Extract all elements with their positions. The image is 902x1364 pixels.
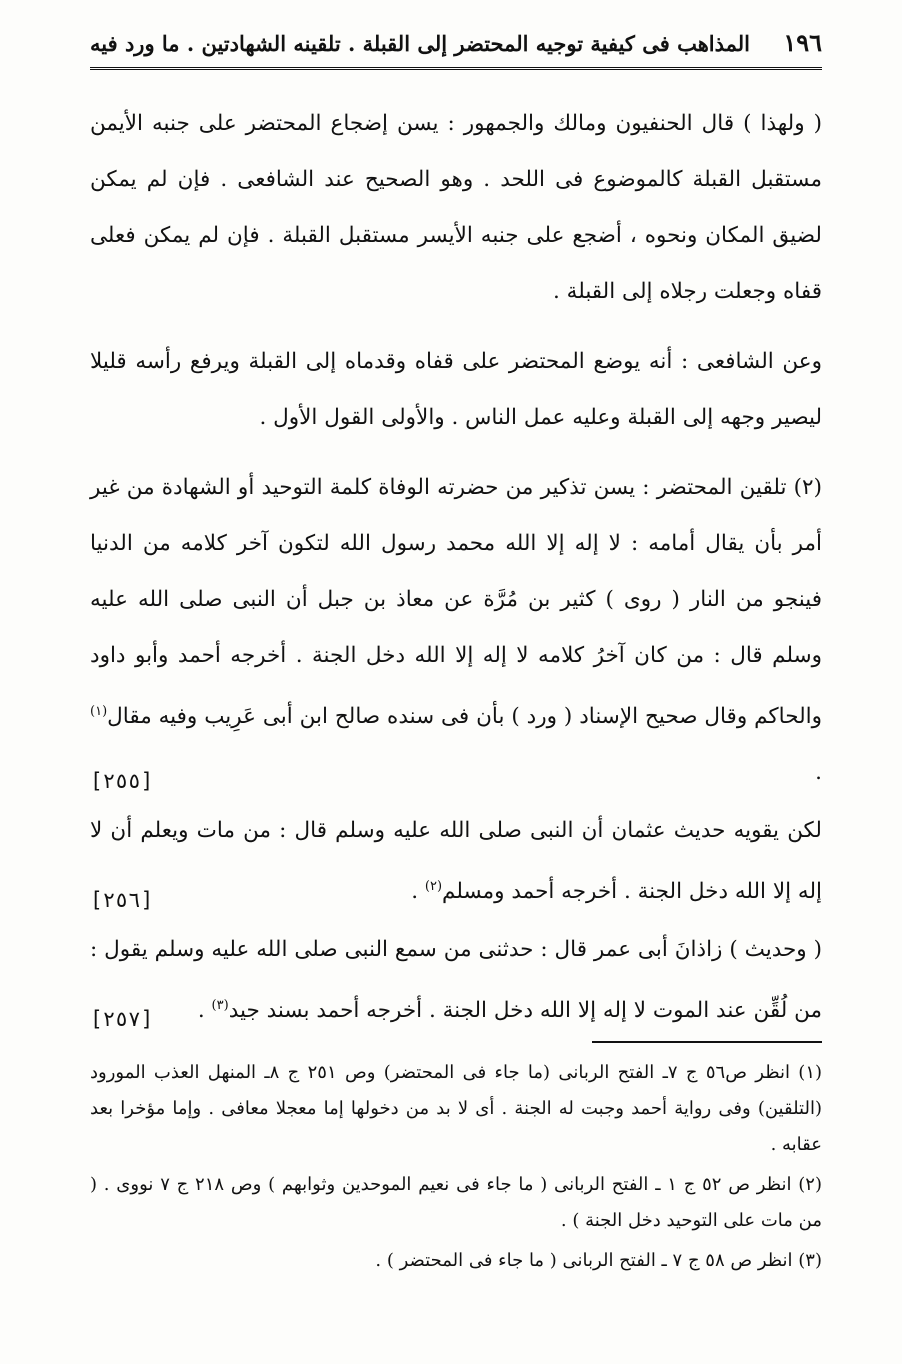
paragraph-3-end: . — [815, 760, 822, 786]
running-title: المذاهب فى كيفية توجيه المحتضر إلى القبلة . تلقينه الشهادتين . ما ورد فيه — [90, 31, 750, 56]
footnote-marker-1: (١) — [90, 704, 108, 719]
paragraph-3 — [90, 460, 822, 801]
paragraph-3-text: (٢) تلقين المحتضر : يسن تذكير من حضرته الوفاة كلمة التوحيد أو الشهادة من غير أمر بأن يقال أمامه : لا إله إلا الله محمد رسول الله لتكون آخر كلامه من الدنيا فينجو من النار ( روى ) كثير بن مُرَّة عن معاذ بن جبل أن النبى صلى الله عليه وسلم قال : من كان آخرُ كلامه لا إله إلا الله دخل الجنة . أخرجه أحمد وأبو داود والحاكم وقال صحيح الإسناد ( ورد ) بأن فى سنده صالح ابن أبى عَرِيب وفيه مقال — [90, 475, 822, 730]
hadith-number-256: [٢٥٦] — [90, 888, 154, 913]
paragraph-5-end: . — [197, 998, 212, 1024]
footnote-marker-2: (٢) — [424, 879, 443, 895]
footnote-3: (٣) انظر ص ٥٨ ج ٧ ـ الفتح الربانى ( ما جاء فى المحتضر ) . — [375, 1250, 822, 1272]
paragraph-5-text: ( وحديث ) زاذانَ أبى عمر قال : حدثنى من سمع النبى صلى الله عليه وسلم يقول : من لُقِّن عند الموت لا إله إلا الله دخل الجنة . أخرجه أحمد بسند جيد — [90, 937, 822, 1024]
paragraph-1: ( ولهذا ) قال الحنفيون ومالك والجمهور : يسن إضجاع المحتضر على جنبه الأيمن مستقبل القبلة كالموضوع فى اللحد . وهو الصحيح عند الشافعى . فإن لم يمكن لضيق المكان ونحوه ، أضجع على جنبه الأيسر مستقبل القبلة . فإن لم يمكن فعلى قفاه وجعلت رجلاه إلى القبلة . — [90, 111, 822, 304]
paragraph-4-text: لكن يقويه حديث عثمان أن النبى صلى الله عليه وسلم قال : من مات ويعلم أن لا إله إلا الله دخل الجنة . أخرجه أحمد ومسلم — [90, 818, 822, 905]
paragraph-5 — [90, 922, 822, 1039]
page-number: ١٩٦ — [783, 28, 822, 57]
paragraph-4-end: . — [411, 879, 425, 905]
paragraph-2: وعن الشافعى : أنه يوضع المحتضر على قفاه وقدماه إلى القبلة ويرفع رأسه قليلا ليصير وجهه إلى القبلة وعليه عمل الناس . والأولى القول الأول . — [90, 349, 822, 430]
hadith-number-255: [٢٥٥] — [90, 769, 154, 794]
hadith-number-257: [٢٥٧] — [90, 1007, 154, 1032]
running-head — [90, 28, 822, 70]
footnote-marker-3: (٣) — [211, 998, 229, 1014]
footnote-1: (١) انظر ص٥٦ ج ٧ـ الفتح الربانى (ما جاء فى المحتضر) وص ٢٥١ ج ٨ـ المنهل العذب المورود (التلقين) وفى رواية أحمد وجبت له الجنة . أى لا بد من دخولها إما معجلا معافى . وإما مؤخرا بعد عقابه . — [90, 1062, 823, 1156]
footnote-2: (٢) انظر ص ٥٢ ج ١ ـ الفتح الربانى ( ما جاء فى نعيم الموحدين وثوابهم ) وص ٢١٨ ج ٧ نووى . ( من مات على التوحيد دخل الجنة ) . — [90, 1174, 822, 1232]
footnote-separator — [592, 1041, 822, 1043]
